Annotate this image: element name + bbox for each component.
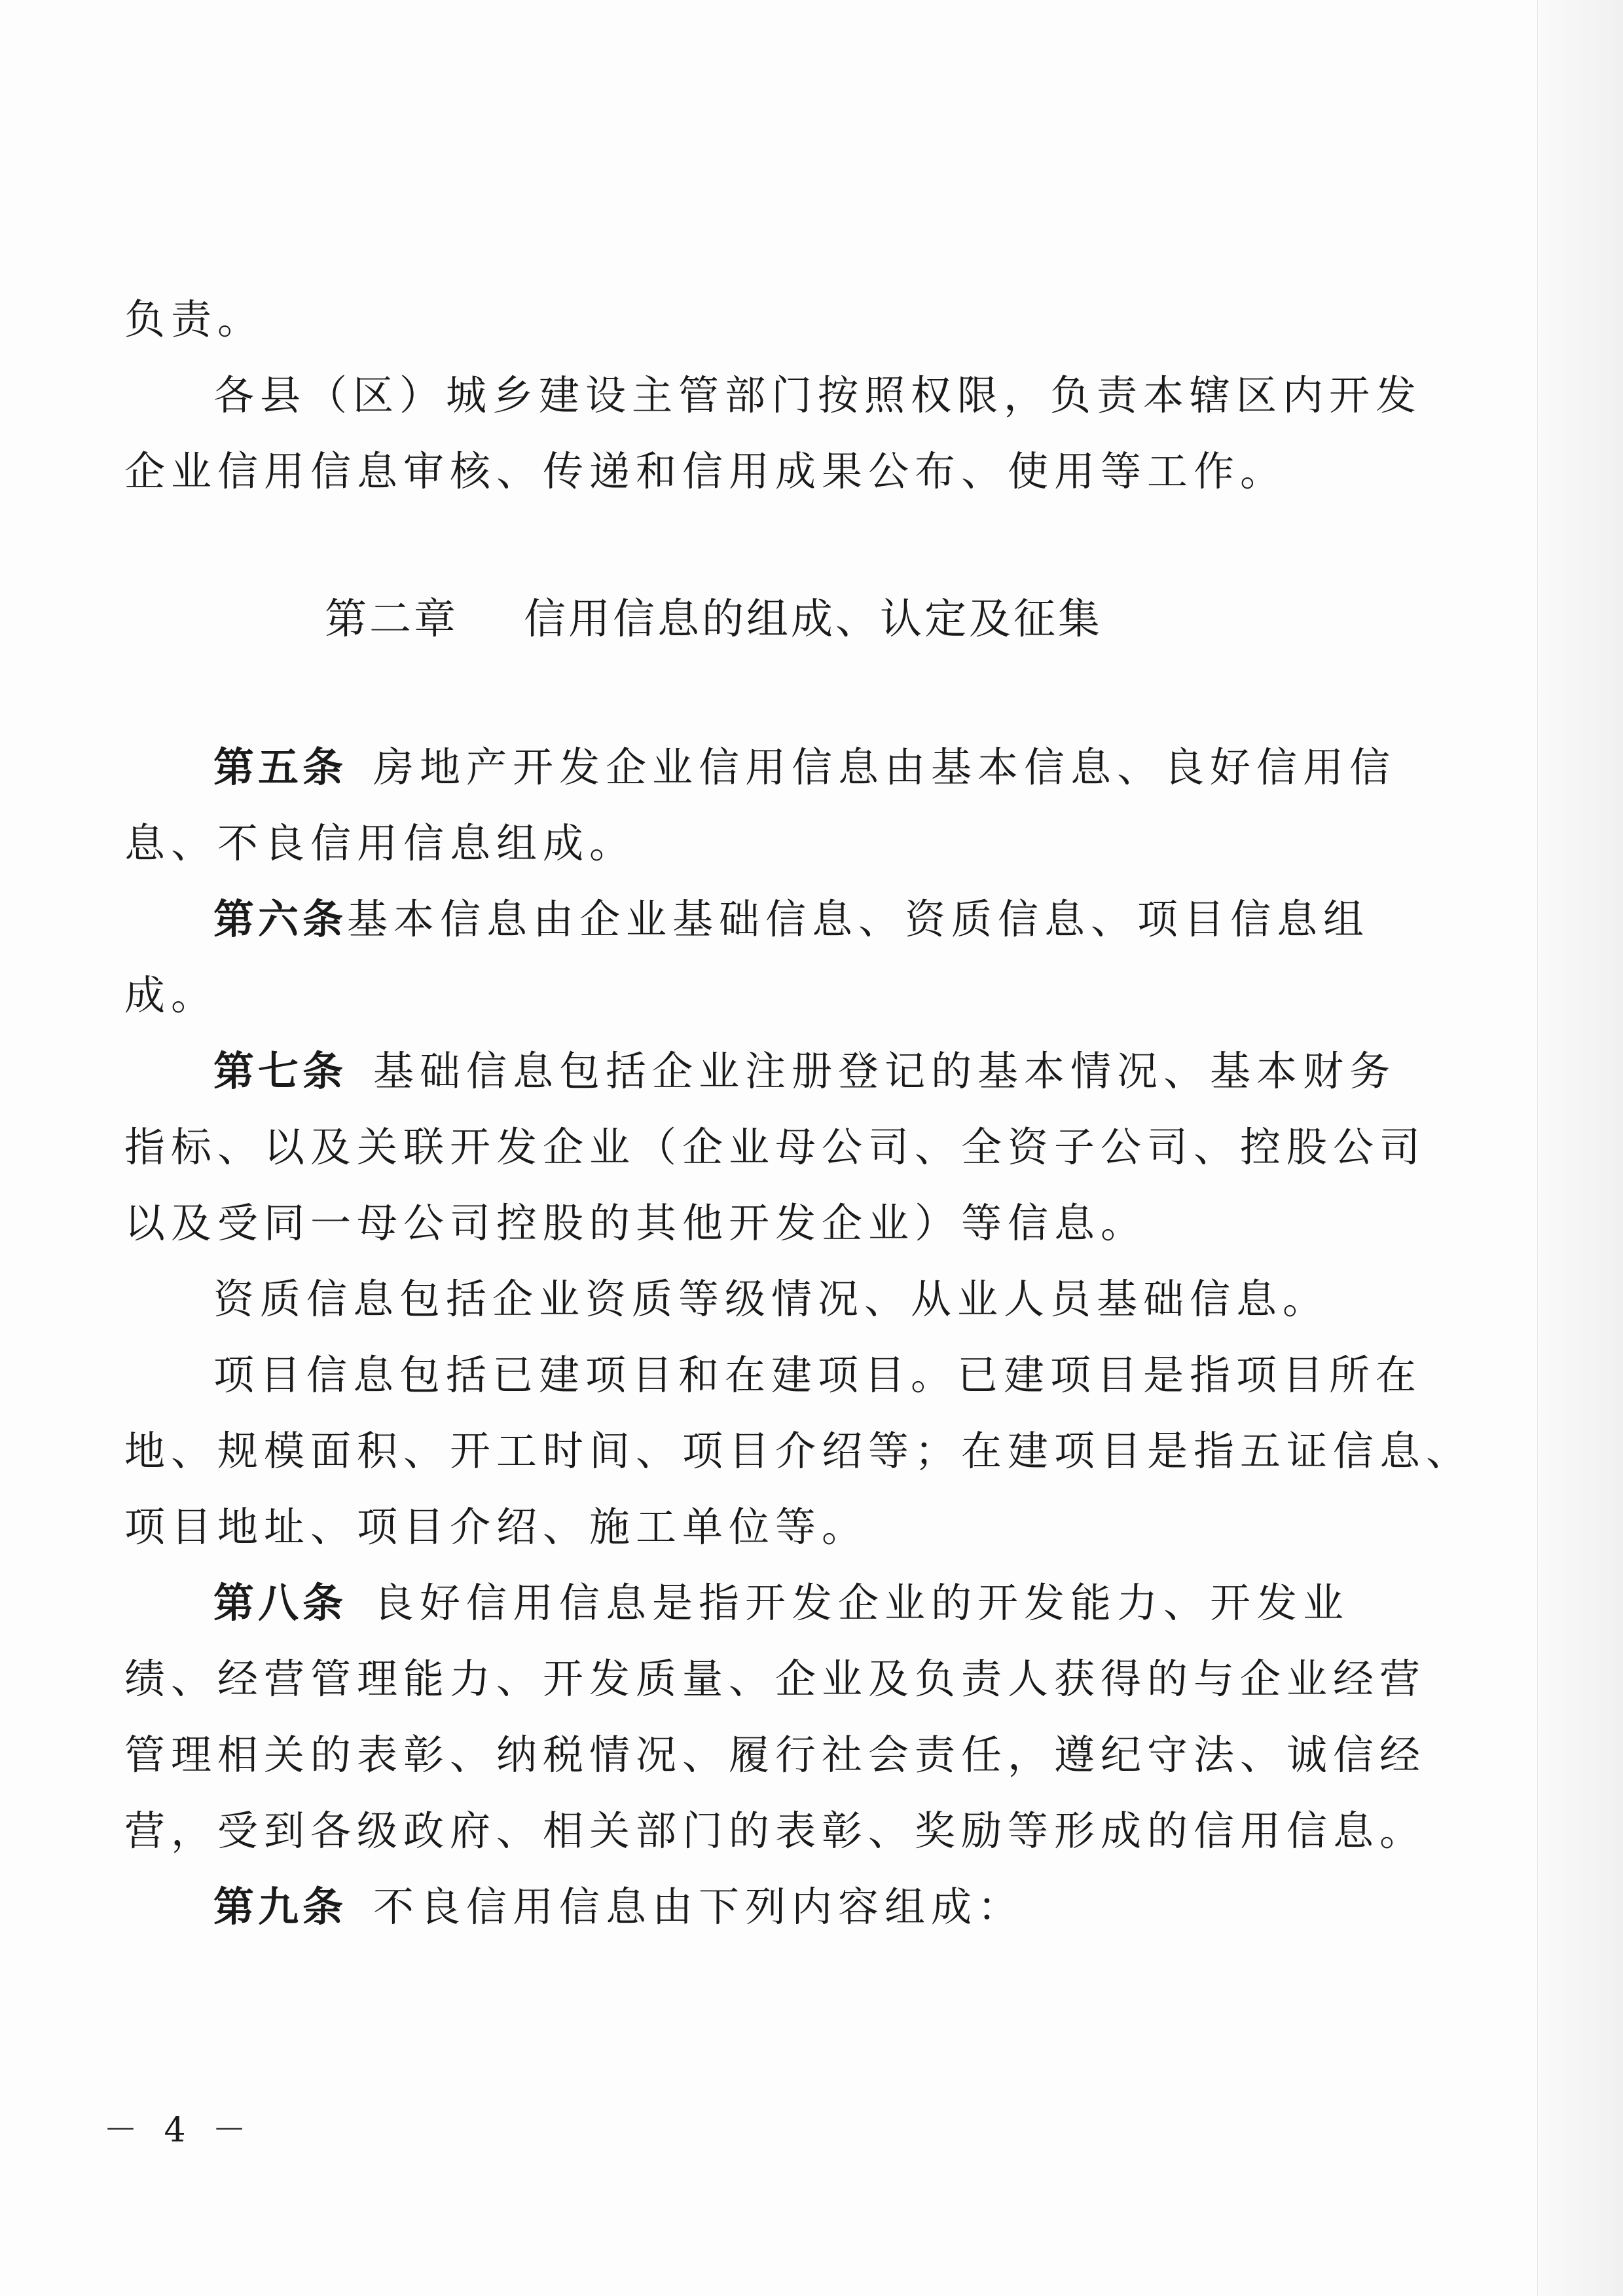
article-6-text: 基本信息由企业基础信息、资质信息、项目信息组 [347, 895, 1370, 943]
article-7-label: 第七条 [213, 1047, 348, 1095]
text-line: 绩、经营管理能力、开发质量、企业及负责人获得的与企业经营 [124, 1655, 1427, 1703]
text-line: 企业信用信息审核、传递和信用成果公布、使用等工作。 [124, 447, 1287, 495]
article-5-label: 第五条 [213, 743, 348, 791]
article-6-first-line [124, 881, 1370, 957]
chapter-number: 第二章 [325, 595, 458, 644]
text-line: 管理相关的表彰、纳税情况、履行社会责任，遵纪守法、诚信经 [124, 1731, 1427, 1779]
text-line: 地、规模面积、开工时间、项目介绍等；在建项目是指五证信息、 [124, 1427, 1473, 1475]
text-line: 息、不良信用信息组成。 [124, 819, 636, 867]
article-9-label: 第九条 [213, 1883, 348, 1931]
text-line: 以及受同一母公司控股的其他开发企业）等信息。 [124, 1199, 1148, 1247]
article-5-first-line [124, 730, 1396, 805]
article-5-text: 房地产开发企业信用信息由基本信息、良好信用信 [373, 743, 1396, 791]
article-6-label: 第六条 [213, 895, 348, 943]
paragraph-qualification-info: 资质信息包括企业资质等级情况、从业人员基础信息。 [213, 1275, 1330, 1323]
article-8-label: 第八条 [213, 1579, 348, 1627]
article-7-text: 基础信息包括企业注册登记的基本情况、基本财务 [373, 1047, 1396, 1095]
text-line: 营，受到各级政府、相关部门的表彰、奖励等形成的信用信息。 [124, 1807, 1427, 1855]
paragraph-project-info: 项目信息包括已建项目和在建项目。已建项目是指项目所在 [213, 1351, 1423, 1399]
article-8-first-line [124, 1565, 1350, 1641]
article-7-first-line [124, 1033, 1396, 1109]
chapter-heading [124, 582, 1329, 657]
scan-edge-shadow [1537, 0, 1623, 2296]
text-line: 负责。 [124, 295, 264, 343]
article-9-text: 不良信用信息由下列内容组成： [373, 1883, 1025, 1931]
article-9-first-line [124, 1869, 1329, 1945]
text-line: 成。 [124, 971, 218, 1019]
paragraph-county-dept: 各县（区）城乡建设主管部门按照权限，负责本辖区内开发 [213, 371, 1423, 419]
chapter-title: 信用信息的组成、认定及征集 [524, 595, 1103, 644]
document-body [124, 282, 1473, 1945]
text-line: 项目地址、项目介绍、施工单位等。 [124, 1503, 869, 1551]
article-8-text: 良好信用信息是指开发企业的开发能力、开发业 [373, 1579, 1350, 1627]
text-line: 指标、以及关联开发企业（企业母公司、全资子公司、控股公司 [124, 1123, 1427, 1171]
page-number: － 4 － [103, 2111, 255, 2150]
